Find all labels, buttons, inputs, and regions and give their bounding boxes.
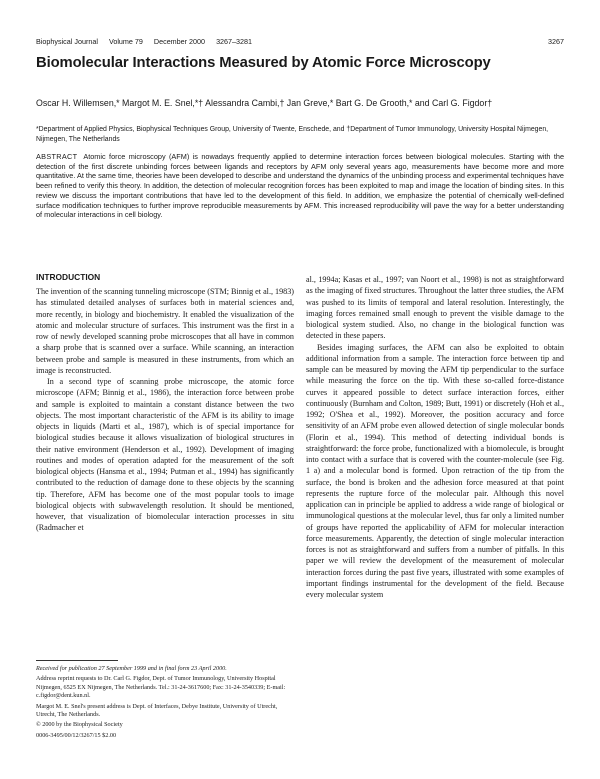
present-address-note: Margot M. E. Snel's present address is Dept. of Interfaces, Debye Institute, University of Utrecht, Utrecht, The Netherlands. [36, 702, 278, 719]
author-list: Oscar H. Willemsen,* Margot M. E. Snel,*† Alessandra Cambi,† Jan Greve,* Bart G. De Grooth,* and Carl G. Figdor† [36, 98, 493, 108]
right-column [306, 274, 564, 600]
left-column [36, 286, 294, 534]
running-head-left [36, 37, 252, 46]
running-head [36, 37, 564, 46]
affiliations: *Department of Applied Physics, Biophysical Techniques Group, University of Twente, Enschede, and †Department of Tumor Immunology, University Hospital Nijmegen, Nijmegen, The Netherlands [36, 126, 549, 143]
journal-name: Biophysical Journal [36, 37, 98, 46]
journal-date: December 2000 [153, 37, 206, 46]
journal-pages: 3267–3281 [216, 37, 253, 46]
abstract [36, 152, 564, 220]
section-heading-introduction: INTRODUCTION [36, 272, 101, 282]
abstract-text: Atomic force microscopy (AFM) is nowadays frequently applied to determine interaction forces between biological molecules. Starting with the detection of the first discrete unbinding forces between ligands and receptors by AFM only several years ago, measurements have become more and more quantitative. At the same time, theories have been developed to describe and understand the dynamics of the unbinding process and experimental techniques have been refined to verify this theory. In addition, the detection of molecular recognition forces has been exploited to map and image the location of binding sites. In this review we discuss the important contributions that have led to the development of this field. In addition, we emphasize the potential of chemically well-defined surface modification techniques to further improve reproducible measurements by AFM. This increased reproducibility will pave the way for a better understanding of molecular interactions in cell biology. [36, 152, 565, 220]
abstract-label: ABSTRACT [36, 152, 78, 161]
article-title: Biomolecular Interactions Measured by Atomic Force Microscopy [36, 55, 491, 71]
copyright-note: © 2000 by the Biophysical Society [36, 721, 123, 729]
footnote-divider [36, 660, 118, 661]
paragraph: In a second type of scanning probe microscope, the atomic force microscope (AFM; Binnig et al., 1986), the interaction force between probe and sample is exploited to maintain a constant distance between the two objects. The most important characteristic of the AFM is its ability to image objects in liquids (Marti et al., 1987), which is of special importance for biological studies because it allows visualization of biological structures in their native environment (Henderson et al., 1992). Development of imaging routines and modes of operation adapted for the measurement of the soft biological objects (Hansma et al., 1994; Putman et al., 1994) has significantly contributed to the reduction of damage done to these objects by the scanning tip. Therefore, AFM has become one of the most popular tools to image biological objects with subwavelength resolution. It should be mentioned, however, that visualization of biomolecular interaction processes in situ (Radmacher et [36, 377, 294, 533]
page-number: 3267 [548, 37, 564, 46]
journal-volume: Volume 79 [108, 37, 143, 46]
received-note: Received for publication 27 September 1999 and in final form 23 April 2000. [36, 665, 227, 672]
article-code: 0006-3495/00/12/3267/15 $2.00 [36, 731, 117, 739]
address-note: Address reprint requests to Dr. Carl G. Figdor, Dept. of Tumor Immunology, University Hospital Nijmegen, 6525 EX Nijmegen, The Netherlands. Tel.: 31-24-3617600; Fax: 31-24-3540339; E-mail: c.figdor@dent.kun.nl. [36, 675, 286, 700]
paragraph: Besides imaging surfaces, the AFM can also be exploited to obtain additional information from a sample. The interaction force between tip and sample can be measured by moving the AFM tip perpendicular to the surface while measuring the force on the tip. With these so-called force-distance curves it appeared possible to detect surface interaction forces, either continuously (Burnham and Colton, 1989; Butt, 1991) or discretely (Hoh et al., 1992; O'Shea et al., 1992). Moreover, the position accuracy and force sensitivity of an AFM probe even allowed detection of single molecular bonds (Florin et al., 1994). This method of detecting individual bonds is straightforward: the force probe, functionalized with a biomolecule, is brought into contact with a surface that is covered with the counter-molecule (see Fig. 1 a) and a molecular bond is formed. Upon retraction of the tip from the surface, the bond is broken and the adhesion force measured at that point represents the rupture force of the molecular pair. Although this novel application can in principle be applied to address a wide range of biological or immunological questions at the molecular level, thus far only a limited number of groups have reported the applicability of AFM for molecular interaction force measurements. Apparently, the detection of single molecular interaction forces is not as straightforward and suffers from a number of pitfalls. In this paper we will review the development of the measurement of molecular interaction forces during the past five years, illustrated with some examples of important findings instrumental for the development of the field. Because every molecular system [306, 342, 564, 599]
paragraph: The invention of the scanning tunneling microscope (STM; Binnig et al., 1983) has stimulated detailed analyses of surfaces both in material sciences and, more recently, in biology and biochemistry. It enabled the visualization of the atomic and molecular structure of surfaces. This instrument was the first in a row of newly developed scanning probe microscopes that all have in common a sharp probe that is scanned over a surface. While scanning, an interaction between probe and sample is measured in these instruments, from which an image is reconstructed. [36, 287, 294, 375]
paragraph: al., 1994a; Kasas et al., 1997; van Noort et al., 1998) is not as straightforward as the imaging of fixed structures. Throughout the latter three studies, the AFM was pushed to its limits of temporal and lateral resolution. Interestingly, the imaging forces remained small enough to prevent the visible damage to the biological system studied. Also, no change in the biological function was detected in these papers. [306, 275, 564, 341]
footnotes [36, 665, 294, 742]
